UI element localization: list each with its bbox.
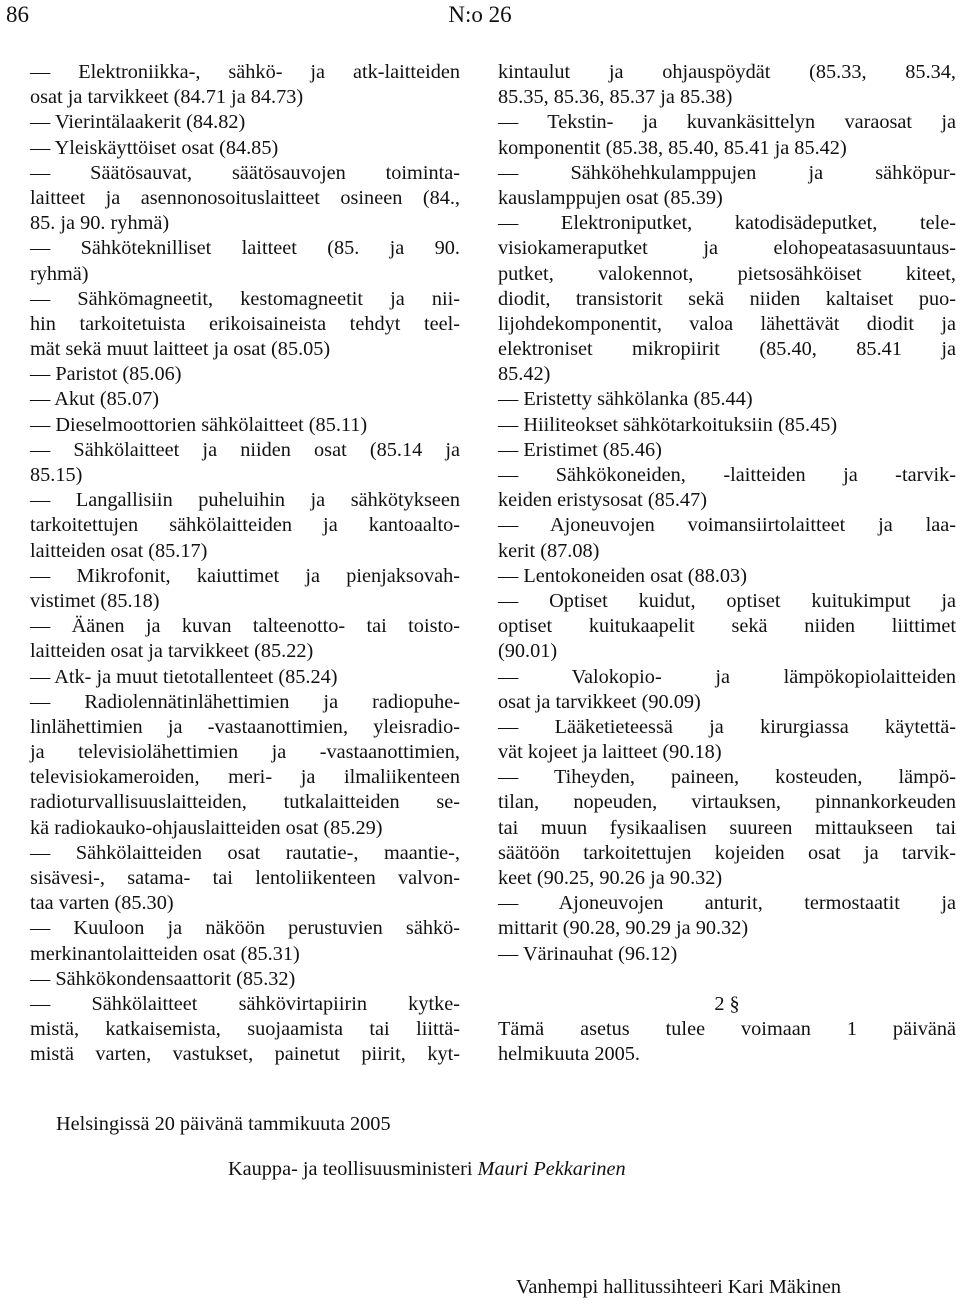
text-line: (90.01) xyxy=(498,640,558,663)
text-line: sisävesi-, satama- tai lentoliikenteen valvon- xyxy=(30,867,460,889)
text-line: osat ja tarvikkeet (84.71 ja 84.73) xyxy=(30,86,304,109)
text-line: putket, valokennot, pietsosähköiset kiteet, xyxy=(498,262,956,285)
text-line: — Hiiliteokset sähkötarkoituksiin (85.45) xyxy=(498,413,838,436)
text-line: — Sähkökondensaattorit (85.32) xyxy=(30,967,296,990)
text-line: merkinantolaitteiden osat (85.31) xyxy=(30,942,300,965)
text-line: — Värinauhat (96.12) xyxy=(498,942,678,965)
minister-name: Mauri Pekkarinen xyxy=(477,1158,626,1180)
text-line: — Sähkökoneiden, -laitteiden ja -tarvik- xyxy=(498,464,956,486)
text-line: tai muun fysikaalisen suureen mittaukseen tai xyxy=(498,816,956,839)
text-line: — Dieselmoottorien sähkölaitteet (85.11) xyxy=(30,413,368,436)
text-line: vät kojeet ja laitteet (90.18) xyxy=(498,741,722,764)
text-line: — Säätösauvat, säätösauvojen toiminta- xyxy=(30,161,460,184)
text-line: hin tarkoitetuista erikoisaineista tehdyt teel- xyxy=(30,312,460,335)
text-line: tilan, nopeuden, virtauksen, pinnankorkeuden xyxy=(498,791,956,814)
text-line: televisiokameroiden, meri- ja ilmaliikenteen xyxy=(30,766,460,789)
text-line: elektroniset mikropiirit (85.40, 85.41 ja xyxy=(498,338,956,361)
text-line: — Elektroniputket, katodisädeputket, tele- xyxy=(498,212,956,235)
text-line: — Eristimet (85.46) xyxy=(498,438,662,461)
text-line: — Kuuloon ja näköön perustuvien sähkö- xyxy=(30,917,460,940)
text-line: komponentit (85.38, 85.40, 85.41 ja 85.42) xyxy=(498,136,847,159)
minister-title: Kauppa- ja teollisuusministeri xyxy=(228,1158,473,1180)
text-line: helmikuuta 2005. xyxy=(498,1043,640,1066)
text-line: mistä varten, vastukset, painetut piirit, kyt- xyxy=(30,1043,460,1066)
text-line: — Tiheyden, paineen, kosteuden, lämpö- xyxy=(498,766,956,789)
right-column xyxy=(498,60,956,1067)
issue-number: N:o 26 xyxy=(448,2,512,27)
text-line: laitteiden osat ja tarvikkeet (85.22) xyxy=(30,640,314,663)
text-line: — Sähkölaitteet sähkövirtapiirin kytke- xyxy=(30,992,460,1015)
text-line: — Paristot (85.06) xyxy=(30,363,182,386)
section-heading: 2 § xyxy=(714,992,740,1015)
text-line: — Ajoneuvojen anturit, termostaatit ja xyxy=(498,892,956,915)
page-number: 86 xyxy=(6,2,29,27)
text-line: — Atk- ja muut tietotallenteet (85.24) xyxy=(30,665,338,688)
text-line: laitteet ja asennonosoituslaitteet osineen (84., xyxy=(30,186,460,209)
text-line: vistimet (85.18) xyxy=(30,589,160,612)
minister-signature xyxy=(228,1157,626,1182)
text-line: — Langallisiin puheluihin ja sähkötykseen xyxy=(30,489,460,512)
text-line: mittarit (90.28, 90.29 ja 90.32) xyxy=(498,917,749,940)
text-line: kauslamppujen osat (85.39) xyxy=(498,186,723,209)
text-line: säätöön tarkoitettujen kojeiden osat ja tarvik- xyxy=(498,841,956,864)
text-line: — Valokopio- ja lämpökopiolaitteiden xyxy=(498,665,956,688)
text-line: — Ajoneuvojen voimansiirtolaitteet ja laa- xyxy=(498,514,956,537)
text-line: 85. ja 90. ryhmä) xyxy=(30,212,170,235)
section-2 xyxy=(498,992,956,1017)
text-line: tarkoitettujen sähkölaitteiden ja kantoaalto- xyxy=(30,514,460,537)
text-line: 85.35, 85.36, 85.37 ja 85.38) xyxy=(498,86,733,109)
text-line: — Sähkölaitteet ja niiden osat (85.14 ja xyxy=(30,438,460,461)
text-line: ryhmä) xyxy=(30,262,89,285)
text-line: — Akut (85.07) xyxy=(30,388,160,411)
text-line: Tämä asetus tulee voimaan 1 päivänä xyxy=(498,1017,956,1040)
text-line: ja televisiolähettimien ja -vastaanottimien, xyxy=(30,741,460,764)
text-line: diodit, transistorit sekä niiden kaltaiset puo- xyxy=(498,287,956,310)
text-line: laitteiden osat (85.17) xyxy=(30,539,208,562)
text-line: — Vierintälaakerit (84.82) xyxy=(30,111,246,134)
secretary-signature: Vanhempi hallitussihteeri Kari Mäkinen xyxy=(516,1276,841,1298)
text-line: osat ja tarvikkeet (90.09) xyxy=(498,690,701,713)
text-line: optiset kuitukaapelit sekä niiden liittimet xyxy=(498,615,956,638)
text-line: keiden eristysosat (85.47) xyxy=(498,489,707,512)
text-line: kintaulut ja ohjauspöydät (85.33, 85.34, xyxy=(498,61,956,83)
text-line: kä radiokauko-ohjauslaitteiden osat (85.29) xyxy=(30,816,383,839)
text-line: visiokameraputket ja elohopeatasasuuntaus- xyxy=(498,237,956,260)
text-line: mistä, katkaisemista, suojaamista tai liittä- xyxy=(30,1018,460,1041)
text-line: — Sähköteknilliset laitteet (85. ja 90. xyxy=(30,237,460,260)
text-line: radioturvallisuuslaitteiden, tutkalaitteiden se- xyxy=(30,791,460,814)
left-column xyxy=(30,60,460,1068)
text-line: kerit (87.08) xyxy=(498,539,600,562)
text-line: — Lääketieteessä ja kirurgiassa käytettä- xyxy=(498,715,956,738)
text-line: — Sähkölaitteiden osat rautatie-, maantie-, xyxy=(30,841,460,864)
text-line: — Elektroniikka-, sähkö- ja atk-laitteiden xyxy=(30,61,460,83)
text-line: — Mikrofonit, kaiuttimet ja pienjaksovah- xyxy=(30,564,460,587)
text-line: — Sähkömagneetit, kestomagneetit ja nii- xyxy=(30,287,460,310)
text-line: — Optiset kuidut, optiset kuitukimput ja xyxy=(498,589,956,612)
text-line: 85.42) xyxy=(498,363,551,386)
text-line: — Tekstin- ja kuvankäsittelyn varaosat ja xyxy=(498,111,956,134)
text-line: keet (90.25, 90.26 ja 90.32) xyxy=(498,867,723,889)
text-line: — Radiolennätinlähettimien ja radiopuhe- xyxy=(30,690,460,713)
text-line: 85.15) xyxy=(30,464,83,486)
text-line: — Yleiskäyttöiset osat (84.85) xyxy=(30,136,279,159)
text-line: — Sähköhehkulamppujen ja sähköpur- xyxy=(498,161,956,184)
text-line: linlähettimien ja -vastaanottimien, yleisradio- xyxy=(30,715,460,738)
text-line: — Lentokoneiden osat (88.03) xyxy=(498,564,747,587)
text-line: mät sekä muut laitteet ja osat (85.05) xyxy=(30,338,331,361)
text-line: — Eristetty sähkölanka (85.44) xyxy=(498,388,753,411)
place-date: Helsingissä 20 päivänä tammikuuta 2005 xyxy=(56,1113,391,1135)
text-line: — Äänen ja kuvan talteenotto- tai toisto- xyxy=(30,615,460,638)
text-line: taa varten (85.30) xyxy=(30,892,174,915)
text-line: lijohdekomponentit, valoa lähettävät diodit ja xyxy=(498,312,956,335)
